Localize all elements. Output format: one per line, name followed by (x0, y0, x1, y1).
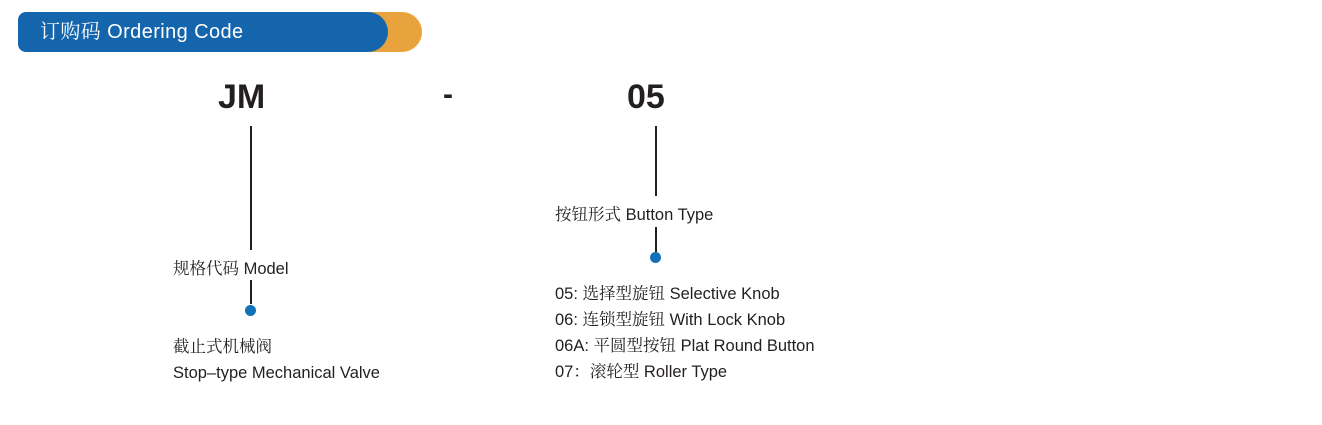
connector-line-model-lower (250, 280, 252, 304)
model-value-block (173, 334, 380, 386)
connector-line-button-type-lower (655, 227, 657, 252)
bullet-dot-icon (650, 252, 661, 263)
model-label: 规格代码 Model (173, 260, 289, 278)
header-banner (18, 12, 422, 52)
button-type-option-list (555, 281, 815, 385)
bullet-dot-icon (245, 305, 256, 316)
connector-line-button-type-upper (655, 126, 657, 196)
page-title: 订购码 Ordering Code (40, 21, 244, 43)
connector-line-model-upper (250, 126, 252, 250)
list-item: 07：滚轮型 Roller Type (555, 363, 728, 381)
model-value-en: Stop–type Mechanical Valve (173, 364, 380, 382)
button-type-label: 按钮形式 Button Type (555, 206, 714, 224)
list-item: 05: 选择型旋钮 Selective Knob (555, 285, 780, 303)
list-item: 06A: 平圆型按钮 Plat Round Button (555, 337, 815, 355)
code-separator: - (443, 78, 453, 111)
code-segment-button-type: 05 (627, 78, 665, 116)
code-segment-model: JM (218, 78, 266, 116)
model-value-cn: 截止式机械阀 (173, 338, 272, 356)
list-item: 06: 连锁型旋钮 With Lock Knob (555, 311, 786, 329)
